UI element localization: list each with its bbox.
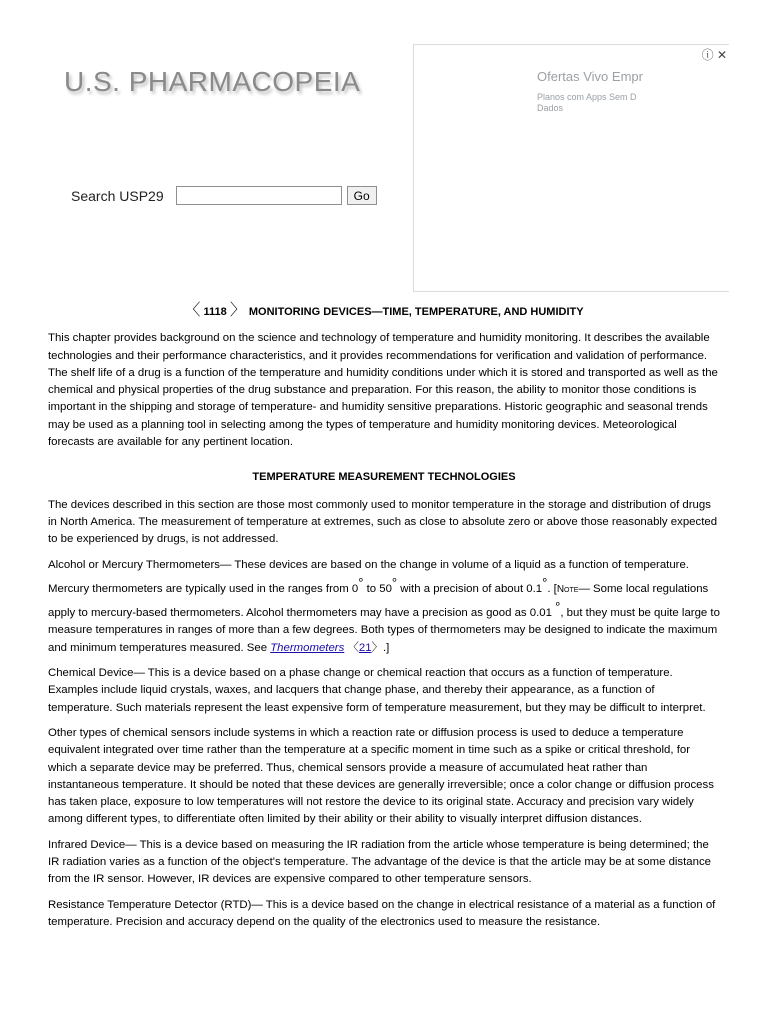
chemical-device-paragraph: Chemical Device— This is a device based on a phase change or chemical reaction that occurs as a function of temperature. Examples include liquid crystals, waxes, and lacquers that change phase, and thereby their appearance, as a function of temperature. Such materials represent the least expensive form of temperature measurement, but they may be difficult to interpret.	[48, 667, 706, 714]
search-input[interactable]	[176, 186, 342, 205]
thermo-text-d: . [	[547, 582, 557, 595]
chapter-number: 1118	[203, 306, 227, 318]
degree-symbol: °	[391, 574, 398, 590]
chapter-21-link[interactable]: 21	[358, 641, 372, 654]
search-bar	[71, 186, 377, 205]
intro-paragraph: This chapter provides background on the science and technology of temperature and humidity monitoring. It describes the available technologies and their performance characteristics, and it provides recommendations for verification and validation of performance. The shelf life of a drug is a function of the temperature and humidity conditions under which it is stored and transported as well as the chemical and physical properties of the drug substance and preparation. For this reason, the ability to monitor those conditions is important in the shipping and storage of temperature- and humidity sensitive preparations. Historic geographic and seasonal trends may be used as a planning tool in selecting among the types of temperature and humidity monitoring devices. Meteorological forecasts are available for any pertinent location.	[48, 332, 718, 449]
thermo-text-b: to 50	[363, 582, 392, 595]
angle-right: 〉	[229, 302, 246, 319]
degree-symbol: °	[542, 574, 548, 590]
infrared-device-paragraph: Infrared Device— This is a device based on measuring the IR radiation from the article whose temperature is being determined; the IR radiation varies as a function of the object's temperature. The advantage of the device is that the article may be at some distance from the IR sensor. However, IR devices are expensive compared to other temperature sensors.	[48, 838, 711, 886]
chapter-title: MONITORING DEVICES—TIME, TEMPERATURE, AND HUMIDITY	[248, 306, 584, 318]
thermo-text-f: , but they must be quite large to measure temperatures in ranges of more than a few degrees. Both types of thermometers may be designed to indicate the maximum and minimum temperatures measured. See	[48, 607, 720, 654]
thermometers-paragraph	[48, 557, 720, 657]
article	[48, 302, 720, 939]
note-label: Note	[556, 583, 579, 595]
search-label: Search USP29	[71, 187, 164, 204]
ad-controls	[702, 46, 727, 63]
link-angle-right: 〉	[371, 641, 383, 654]
thermometers-link-text[interactable]: Thermometers	[270, 641, 345, 654]
section-heading: TEMPERATURE MEASUREMENT TECHNOLOGIES	[252, 471, 516, 484]
angle-left: 〈	[184, 302, 201, 319]
rtd-paragraph: Resistance Temperature Detector (RTD)— This is a device based on the change in electrical resistance of a material as a function of temperature. Precision and accuracy depend on the quality of the electronics used to measure the resistance.	[48, 898, 716, 928]
go-button[interactable]: Go	[347, 186, 377, 205]
thermo-text-e: — Some local regulations apply to mercury-based thermometers. Alcohol thermometers may have a precision as good as 0.01	[48, 582, 709, 620]
thermo-text-g: .]	[382, 641, 390, 654]
ad-text[interactable]: Planos com Apps Sem D Dados	[537, 92, 637, 113]
thermo-text-c: with a precision of about 0.1	[397, 582, 543, 595]
chemical-sensors-paragraph: Other types of chemical sensors include systems in which a reaction rate or diffusion process is used to deduce a temperature equivalent integrated over time rather than the temperature at a specific moment in time such as a spike or critical threshold, for which a separate device may be preferred. Thus, chemical sensors provide a measure of accumulated heat rather than instantaneous temperature. It should be noted that these devices are generally irreversible; once a color change or diffusion process has taken place, exposure to low temperatures will not restore the device to its original state. Accuracy and precision vary widely among different types, to differentiate often limited by their ability or their ability to visually interpret diffusion distances.	[48, 726, 714, 826]
degree-symbol: °	[555, 599, 561, 615]
link-angle-left: 〈	[347, 641, 359, 654]
site-logo[interactable]: U.S. PHARMACOPEIA	[64, 66, 361, 97]
close-icon[interactable]: ✕	[716, 48, 727, 62]
ad-banner[interactable]	[413, 44, 729, 292]
degree-symbol: °	[358, 574, 364, 590]
ad-title[interactable]: Ofertas Vivo Empr	[537, 69, 643, 84]
devices-paragraph: The devices described in this section are those most commonly used to monitor temperature in the storage and distribution of drugs in North America. The measurement of temperature at extremes, such as close to absolute zero or above those reasonably expected to be experienced by drugs, is not addressed.	[48, 498, 718, 546]
info-icon[interactable]: ⓘ	[701, 48, 714, 62]
chapter-heading	[48, 302, 720, 321]
thermometers-link[interactable]	[270, 642, 344, 654]
thermo-text-a: Alcohol or Mercury Thermometers— These devices are based on the change in volume of a liquid as a function of temperature. Mercury thermometers are typically used in the ranges from 0	[48, 558, 689, 595]
